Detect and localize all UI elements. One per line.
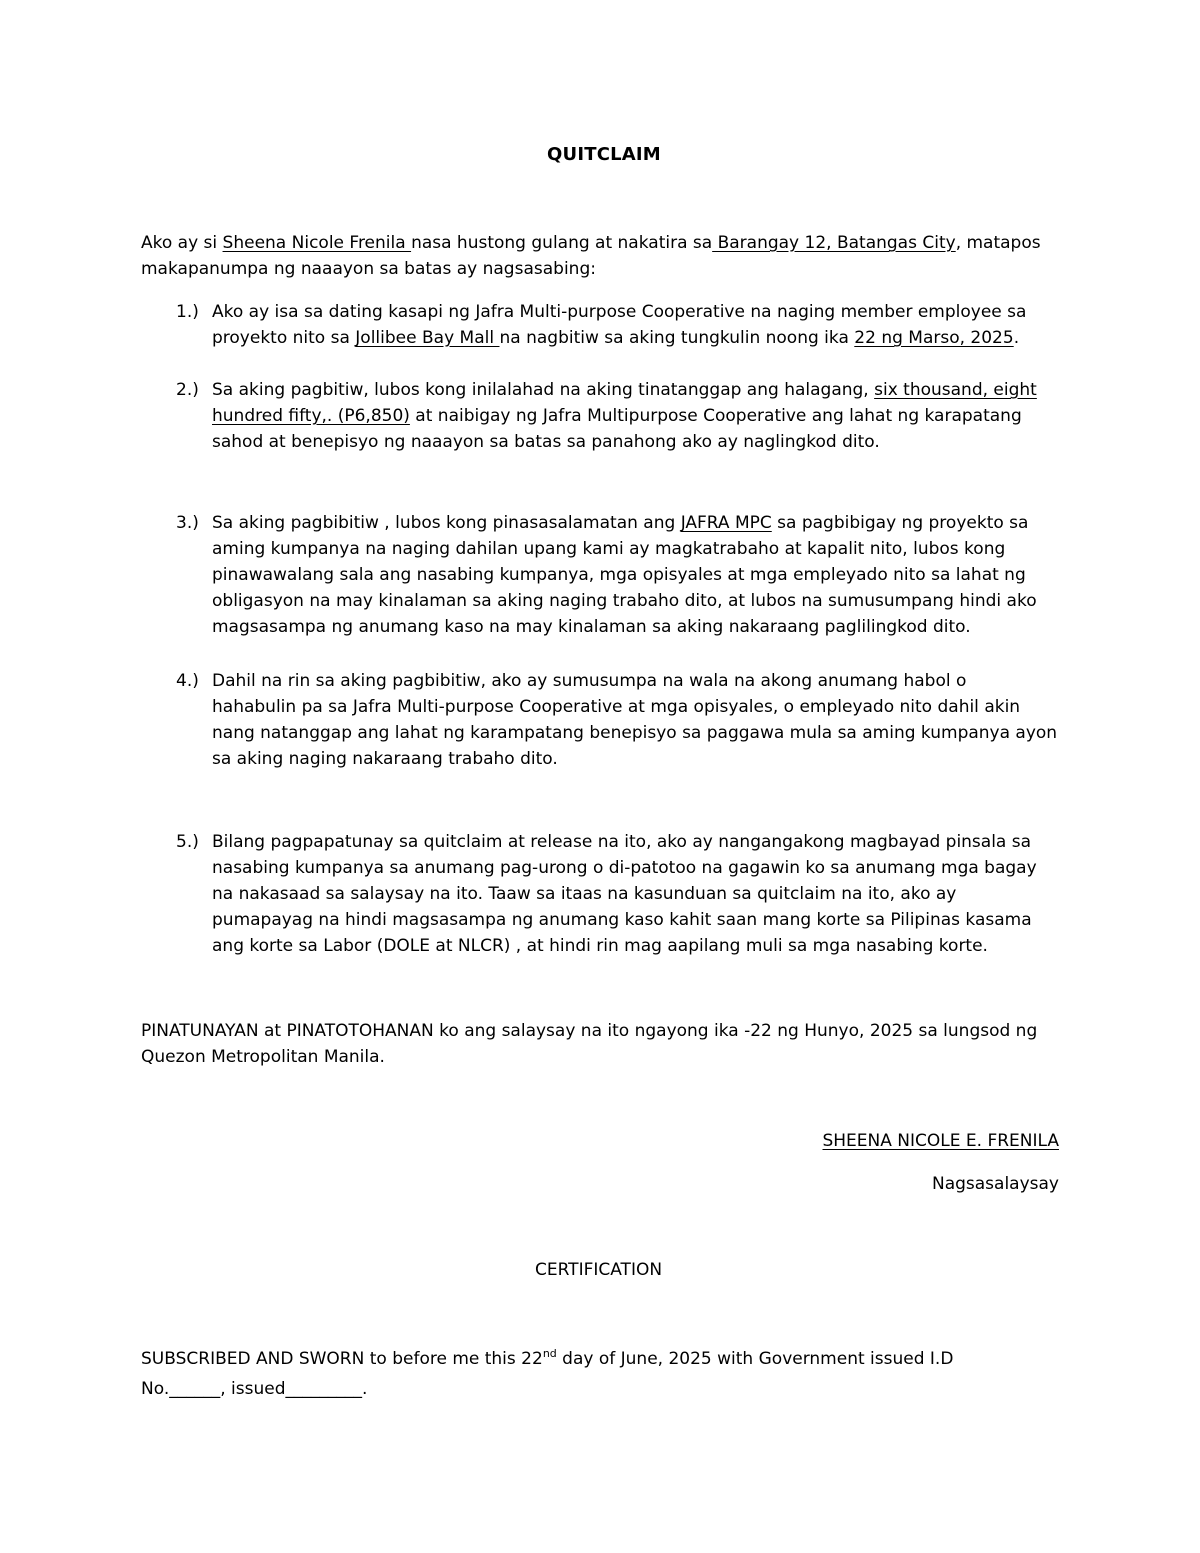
item-3-line-5: magsasampa ng anumang kaso na may kinalaman sa aking nakaraang paglilingkod dito. — [212, 617, 971, 637]
certification-text: day of June, 2025 with Government issued I.D — [556, 1349, 954, 1369]
intro-line-1 — [141, 230, 1041, 256]
item-text: at naibigay ng Jafra Multipurpose Cooperative ang lahat ng karapatang — [409, 406, 1022, 426]
item-1-line-2 — [212, 325, 1019, 351]
item-4-line-1: Dahil na rin sa aking pagbibitiw, ako ay sumusumpa na wala na akong anumang habol o — [212, 671, 967, 691]
certification-line-1 — [141, 1346, 953, 1372]
item-5-line-5: ang korte sa Labor (DOLE at NLCR) , at hindi rin mag aapilang muli sa mga nasabing korte. — [212, 936, 988, 956]
intro-line-2: makapanumpa ng naaayon sa batas ay nagsasabing: — [141, 259, 596, 279]
declarant-address: Barangay 12, Batangas City — [712, 233, 956, 253]
intro-text: nasa hustong gulang at nakatira sa — [411, 233, 713, 253]
attestation-line-1: PINATUNAYAN at PINATOTOHANAN ko ang salaysay na ito ngayong ika -22 ng Hunyo, 2025 sa lungsod ng — [141, 1021, 1038, 1041]
certification-heading: CERTIFICATION — [535, 1260, 663, 1280]
resignation-date: 22 ng Marso, 2025 — [854, 328, 1014, 348]
item-2-line-1 — [212, 377, 1037, 403]
amount-words: six thousand, eight — [874, 380, 1037, 400]
item-text: sa pagbibigay ng proyekto sa — [771, 513, 1029, 533]
project-name: Jollibee Bay Mall — [355, 328, 500, 348]
item-number: 4.) — [176, 671, 199, 691]
item-3-line-3: pinawawalang sala ang nasabing kumpanya, mga opisyales at mga empleyado nito sa lahat ng — [212, 565, 1026, 585]
item-4-line-2: hahabulin pa sa Jafra Multi-purpose Cooperative at mga opisyales, o empleyado nito dahil akin — [212, 697, 1021, 717]
signatory-role: Nagsasalaysay — [931, 1174, 1059, 1194]
document-title: QUITCLAIM — [547, 144, 661, 165]
certification-line-2: No.______, issued_________. — [141, 1379, 368, 1399]
item-3-line-1 — [212, 510, 1028, 536]
attestation-line-2: Quezon Metropolitan Manila. — [141, 1047, 385, 1067]
item-1-line-1: Ako ay isa sa dating kasapi ng Jafra Multi-purpose Cooperative na naging member employee sa — [212, 302, 1027, 322]
amount-words-continued: hundred fifty,. (P6,850) — [212, 406, 410, 426]
item-5-line-2: nasabing kumpanya sa anumang pag-urong o di-patotoo na gagawin ko sa anumang mga bagay — [212, 858, 1037, 878]
declarant-name: Sheena Nicole Frenila — [222, 233, 412, 253]
cooperative-name: JAFRA MPC — [680, 513, 772, 533]
item-number: 3.) — [176, 513, 199, 533]
item-number: 1.) — [176, 302, 199, 322]
item-number: 5.) — [176, 832, 199, 852]
item-number: 2.) — [176, 380, 199, 400]
item-4-line-3: nang natanggap ang lahat ng karampatang benepisyo sa paggawa mula sa aming kumpanya ayon — [212, 723, 1058, 743]
item-text: . — [1013, 328, 1020, 348]
item-3-line-4: obligasyon na may kinalaman sa aking naging trabaho dito, at lubos na sumusumpang hindi ako — [212, 591, 1037, 611]
signatory-name: SHEENA NICOLE E. FRENILA — [822, 1131, 1059, 1151]
item-2-line-2 — [212, 403, 1022, 429]
item-4-line-4: sa aking naging nakaraang trabaho dito. — [212, 749, 558, 769]
item-text: Sa aking pagbitiw, lubos kong inilalahad na aking tinatanggap ang halagang, — [212, 380, 875, 400]
certification-text: SUBSCRIBED AND SWORN to before me this 22 — [141, 1349, 543, 1369]
item-5-line-1: Bilang pagpapatunay sa quitclaim at release na ito, ako ay nangangakong magbayad pinsala sa — [212, 832, 1032, 852]
item-5-line-3: na nakasaad sa salaysay na ito. Taaw sa itaas na kasunduan sa quitclaim na ito, ako ay — [212, 884, 957, 904]
ordinal-suffix: nd — [542, 1347, 557, 1360]
intro-text: Ako ay si — [141, 233, 223, 253]
item-text: proyekto nito sa — [212, 328, 356, 348]
item-2-line-3: sahod at benepisyo ng naaayon sa batas sa panahong ako ay naglingkod dito. — [212, 432, 880, 452]
item-text: na nagbitiw sa aking tungkulin noong ika — [499, 328, 855, 348]
item-5-line-4: pumapayag na hindi magsasampa ng anumang kaso kahit saan mang korte sa Pilipinas kasama — [212, 910, 1032, 930]
item-text: Sa aking pagbibitiw , lubos kong pinasasalamatan ang — [212, 513, 681, 533]
item-3-line-2: aming kumpanya na naging dahilan upang kami ay magkatrabaho at kapalit nito, lubos kong — [212, 539, 1006, 559]
intro-text: , matapos — [955, 233, 1041, 253]
